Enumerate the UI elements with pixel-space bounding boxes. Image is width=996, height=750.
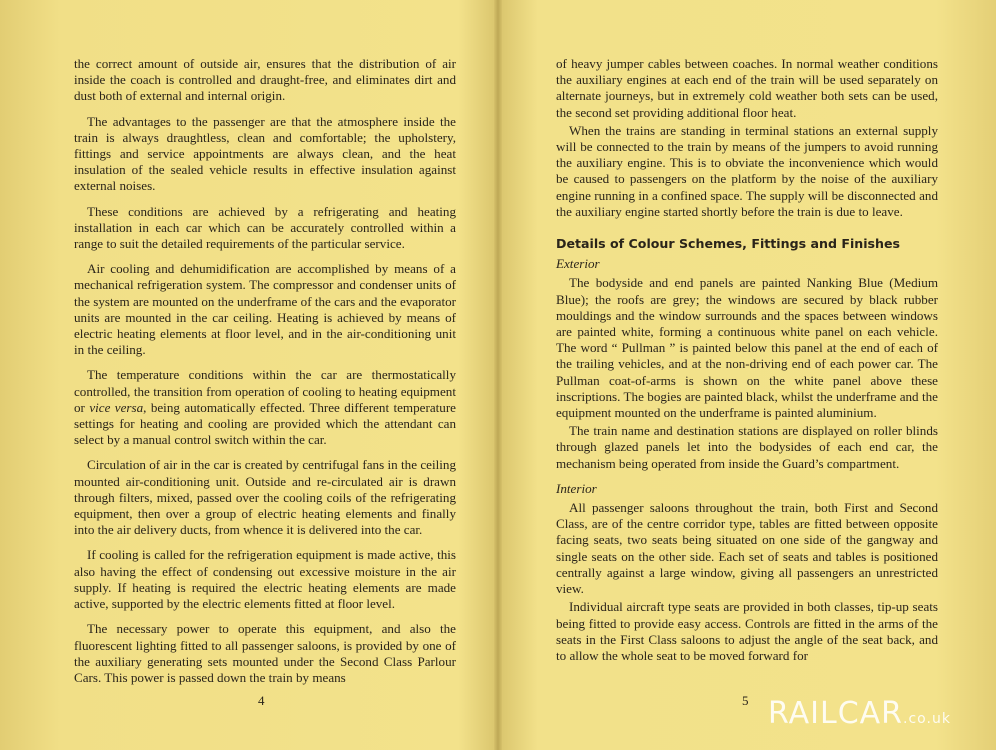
paragraph: Air cooling and dehumidification are accomplished by means of a mechanical refrigeration system. The compressor and condenser units of the system are mounted on the underframe of the cars and the evaporator units are mounted in the car ceiling. Heating is achieved by means of electric heating elements at floor level, and in the air-conditioning unit in the ceiling. bbox=[74, 261, 456, 358]
watermark-suffix: .co.uk bbox=[903, 711, 951, 727]
paragraph: of heavy jumper cables between coaches. In normal weather conditions the auxiliary engines at each end of the train will be used separately on alternate journeys, but in extremely cold weather both sets can be used, the second set providing additional floor heat. bbox=[556, 56, 938, 120]
paragraph: The train name and destination stations are displayed on roller blinds through glazed panels let into the bodysides of each end car, the mechanism being operated from inside the Guard’s compartment. bbox=[556, 423, 938, 471]
paragraph: When the trains are standing in terminal stations an external supply will be connected to the train by means of the jumpers to avoid running the auxiliary engine. This is to obviate the inconvenience which would be caused to passengers on the platform by the noise of the auxiliary engine running in a confined space. The supply will be disconnected and the auxiliary engine started shortly before the train is due to leave. bbox=[556, 122, 938, 219]
section-heading: Details of Colour Schemes, Fittings and Finishes bbox=[556, 236, 901, 252]
subheading-interior: Interior bbox=[556, 480, 597, 496]
paragraph: The bodyside and end panels are painted Nanking Blue (Medium Blue); the roofs are grey; the windows are secured by black rubber mouldings and the window surrounds and the spaces between windows are painted white, forming a continuous white panel on each vehicle. The word “ Pullman ” is painted below this panel at the end of each of the trailing vehicles, and at the non-driving end of each power car. The Pullman coat-of-arms is shown on the white panel above these inscriptions. The bogies are painted black, whilst the underframe and the equipment mounted on the underframe is painted aluminium. bbox=[556, 275, 938, 421]
right-page bbox=[498, 0, 996, 750]
text-run: The temperature conditions within the car are thermostatically controlled, the transition from operation of cooling to heating equipment or bbox=[74, 367, 456, 415]
paragraph: All passenger saloons throughout the train, both First and Second Class, are of the centre corridor type, tables are fitted between opposite facing seats, two seats being situated on one side of the gangway and single seats on the other side. Each set of seats and tables is positioned centrally against a large window, giving all passengers an unrestricted view. bbox=[556, 500, 938, 597]
page-number: 5 bbox=[742, 693, 749, 708]
text-run: , being automatically effected. Three different temperature settings for heating and cooling are provided which the attendant can select by a manual control switch within the car. bbox=[74, 399, 456, 448]
watermark-logo bbox=[768, 696, 951, 731]
right-page-text bbox=[556, 56, 938, 673]
paragraph: the correct amount of outside air, ensures that the distribution of air inside the coach is controlled and draught-free, and eliminates dirt and dust both of external and internal origin. bbox=[74, 56, 456, 104]
italic-phrase: vice versa bbox=[89, 399, 144, 415]
watermark-main: RAILCAR bbox=[768, 696, 904, 731]
paragraph: Individual aircraft type seats are provided in both classes, tip-up seats being fitted to provide easy access. Controls are fitted in the arms of the seats in the First Class saloons to adjust the angle of the seat back, and to allow the whole seat to be moved forward for bbox=[556, 599, 938, 663]
page-number: 4 bbox=[258, 693, 265, 708]
paragraph: The necessary power to operate this equipment, and also the fluorescent lighting fitted to all passenger saloons, is provided by one of the auxiliary generating sets mounted under the Second Class Parlour Cars. This power is passed down the train by means bbox=[74, 621, 456, 685]
left-page-text bbox=[74, 56, 456, 695]
paragraph: If cooling is called for the refrigeration equipment is made active, this also having the effect of condensing out excessive moisture in the air supply. If heating is required the electric heating elements are made active, supported by the electric elements fitted at floor level. bbox=[74, 547, 456, 612]
subheading-exterior: Exterior bbox=[556, 256, 600, 272]
paragraph: Circulation of air in the car is created by centrifugal fans in the ceiling mounted air-conditioning unit. Outside and re-circulated air is drawn through filters, mixed, passed over the cooling coils of the refrigerating equipment, then over a group of electric heating elements and finally into the air delivery ducts, from whence it is delivered into the car. bbox=[74, 457, 456, 538]
paragraph-temperature bbox=[74, 367, 456, 448]
paragraph: The advantages to the passenger are that the atmosphere inside the train is always draughtless, clean and comfortable; the upholstery, fittings and service appointments are always clean, and the heat insulation of the sealed vehicle results in effective insulation against external noises. bbox=[74, 113, 456, 194]
paragraph: These conditions are achieved by a refrigerating and heating installation in each car which can be accurately controlled within a range to suit the detailed requirements of the particular service. bbox=[74, 203, 456, 252]
